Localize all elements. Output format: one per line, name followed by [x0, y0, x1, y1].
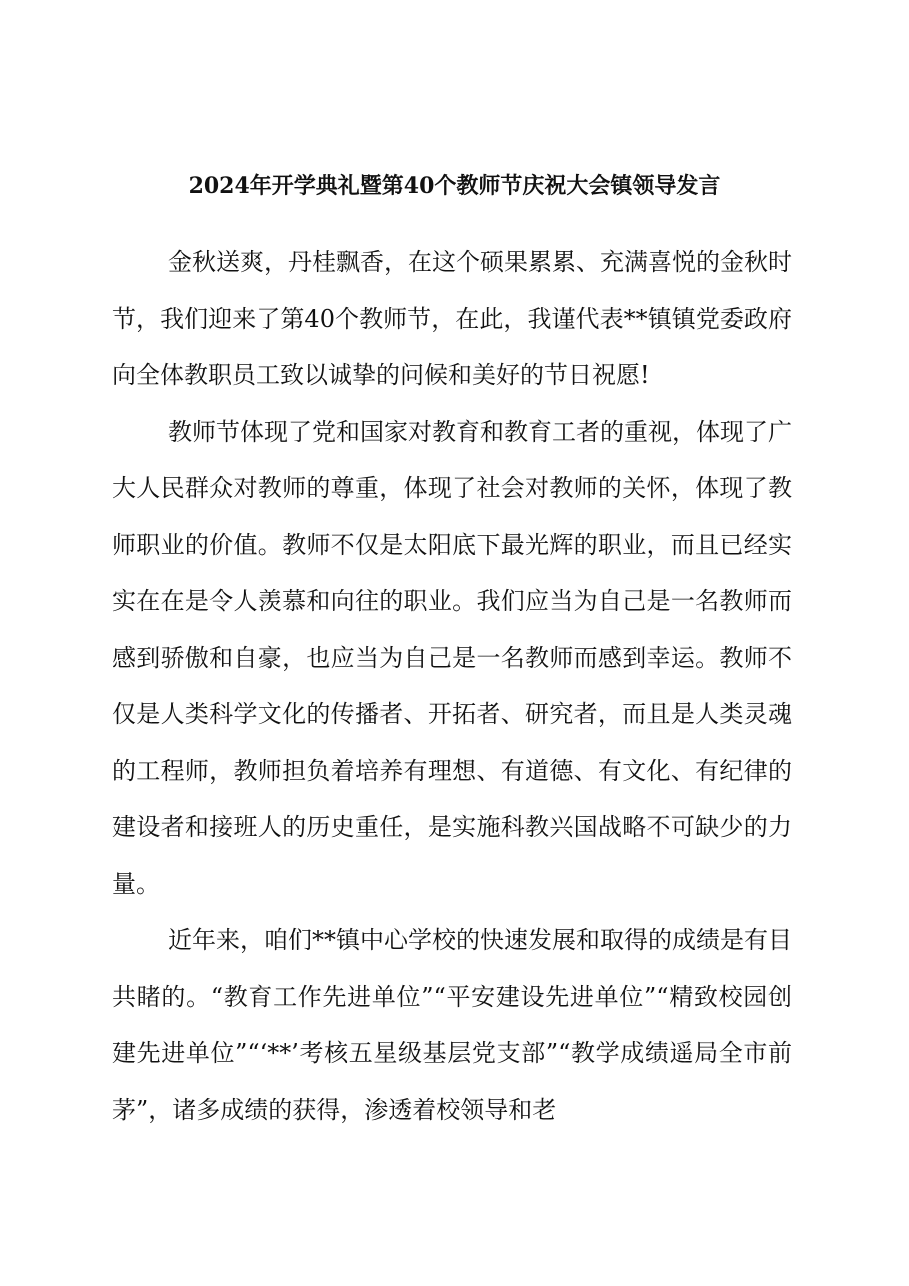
document-body	[112, 234, 792, 1138]
paragraph-1: 金秋送爽，丹桂飘香，在这个硕果累累、充满喜悦的金秋时节，我们迎来了第40个教师节，在此，我谨代表**镇镇党委政府向全体教职员工致以诚挚的问候和美好的节日祝愿!	[112, 248, 792, 389]
document-title: 2024年开学典礼暨第40个教师节庆祝大会镇领导发言	[188, 173, 721, 199]
paragraph-3: 近年来，咱们**镇中心学校的快速发展和取得的成绩是有目共睹的。“教育工作先进单位”“平安建设先进单位”“精致校园创建先进单位”“‘**’考核五星级基层党支部”“教学成绩遥局全市前茅”，诸多成绩的获得，渗透着校领导和老	[112, 926, 792, 1124]
paragraph-2: 教师节体现了党和国家对教育和教育工者的重视，体现了广大人民群众对教师的尊重，体现了社会对教师的关怀，体现了教师职业的价值。教师不仅是太阳底下最光辉的职业，而且已经实实在在是令人羡慕和向往的职业。我们应当为自己是一名教师而感到骄傲和自豪，也应当为自己是一名教师而感到幸运。教师不仅是人类科学文化的传播者、开拓者、研究者，而且是人类灵魂的工程师，教师担负着培养有理想、有道德、有文化、有纪律的建设者和接班人的历史重任，是实施科教兴国战略不可缺少的力量。	[112, 417, 792, 898]
